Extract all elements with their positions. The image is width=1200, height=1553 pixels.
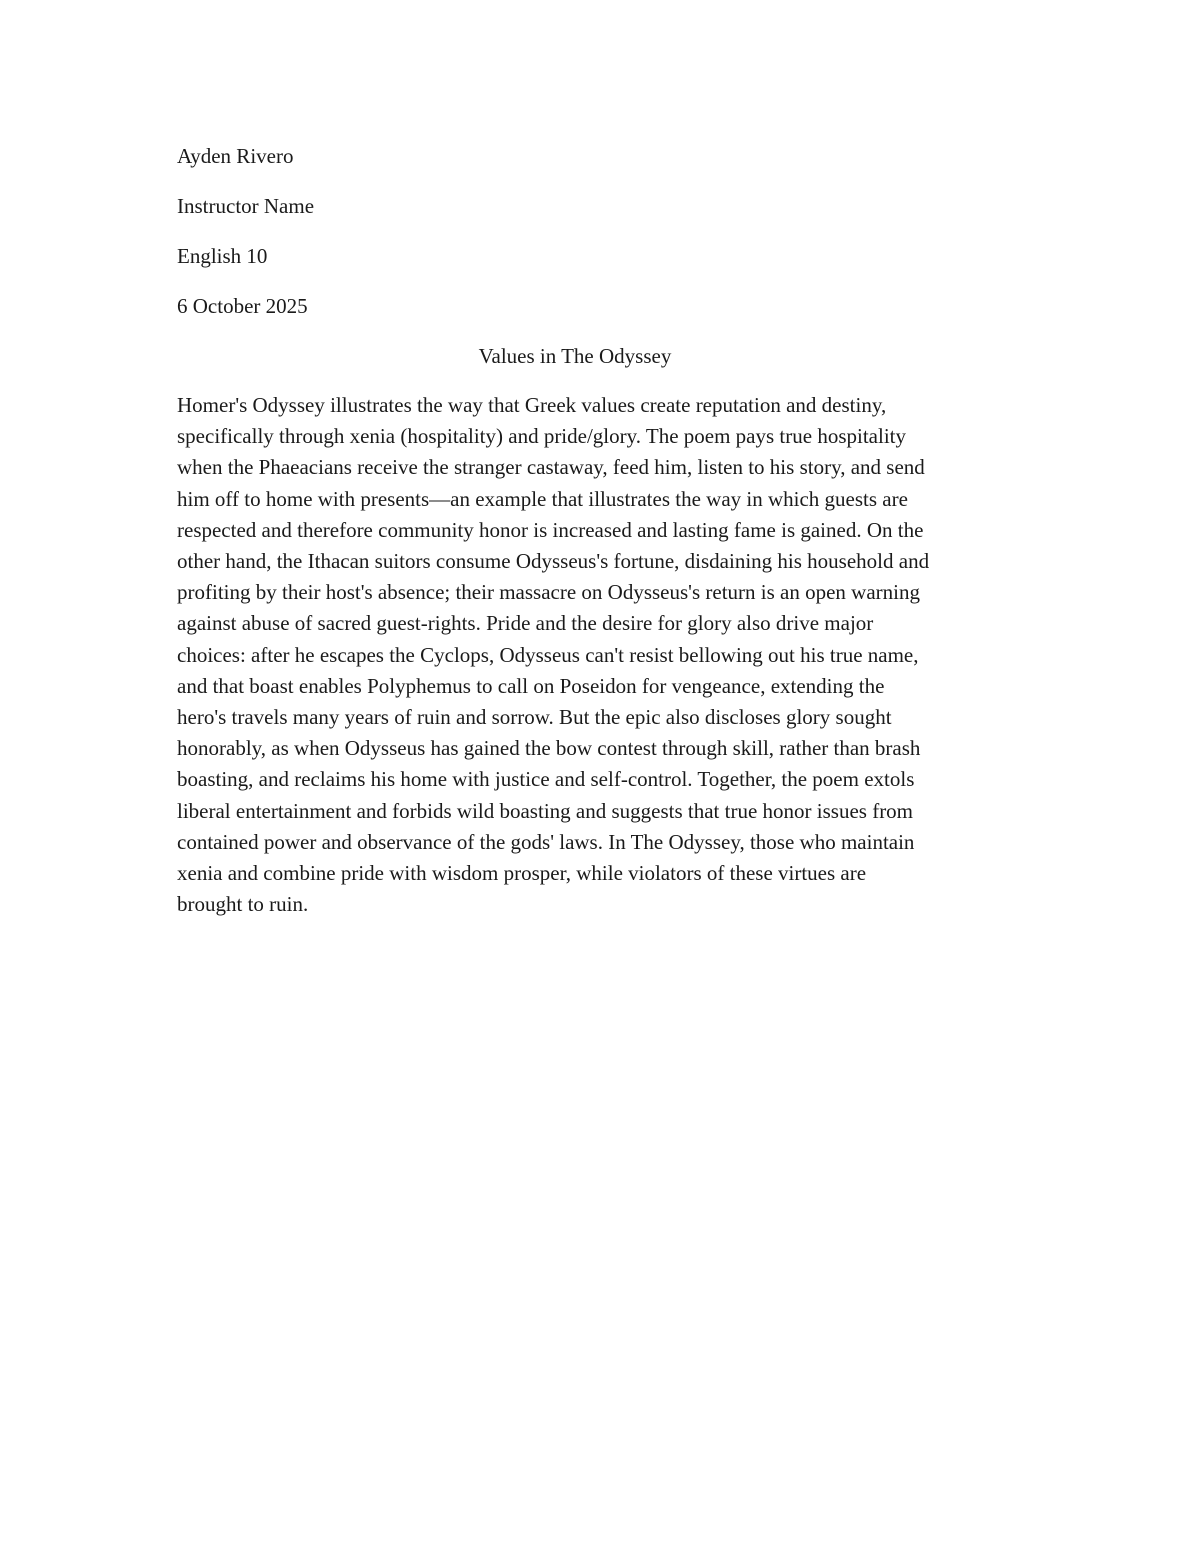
paragraph-line: hero's travels many years of ruin and sorrow. But the epic also discloses glory sought [177, 705, 892, 730]
paragraph-line: liberal entertainment and forbids wild boasting and suggests that true honor issues from [177, 798, 914, 823]
paragraph-line: specifically through xenia (hospitality) and pride/glory. The poem pays true hospitality [177, 424, 906, 449]
essay-paragraph [177, 390, 1027, 920]
paragraph-line: xenia and combine pride with wisdom prosper, while violators of these virtues are [177, 861, 867, 886]
instructor-name: Instructor Name [177, 194, 315, 218]
paragraph-line: contained power and observance of the gods' laws. In The Odyssey, those who maintain [177, 829, 915, 854]
paragraph-line: when the Phaeacians receive the stranger castaway, feed him, listen to his story, and send [177, 455, 925, 480]
essay-title: Values in The Odyssey [478, 344, 672, 368]
student-name: Ayden Rivero [177, 144, 294, 168]
paragraph-line: Homer's Odyssey illustrates the way that Greek values create reputation and destiny, [177, 393, 887, 417]
paragraph-line: and that boast enables Polyphemus to call on Poseidon for vengeance, extending the [177, 673, 885, 698]
paragraph-line: against abuse of sacred guest-rights. Pride and the desire for glory also drive major [177, 611, 874, 636]
course-name: English 10 [177, 244, 268, 268]
essay-date: 6 October 2025 [177, 294, 308, 318]
paragraph-line: boasting, and reclaims his home with justice and self-control. Together, the poem extols [177, 767, 915, 792]
paragraph-line: brought to ruin. [177, 892, 309, 917]
essay [177, 140, 1027, 920]
paragraph-line: honorably, as when Odysseus has gained the bow contest through skill, rather than brash [177, 736, 921, 761]
paragraph-line: profiting by their host's absence; their massacre on Odysseus's return is an open warning [177, 580, 920, 605]
paragraph-line: respected and therefore community honor is increased and lasting fame is gained. On the [177, 517, 924, 542]
paragraph-line: choices: after he escapes the Cyclops, Odysseus can't resist bellowing out his true name, [177, 642, 919, 667]
paragraph-line: other hand, the Ithacan suitors consume Odysseus's fortune, disdaining his household and [177, 549, 930, 574]
paragraph-line: him off to home with presents—an example that illustrates the way in which guests are [177, 486, 908, 511]
